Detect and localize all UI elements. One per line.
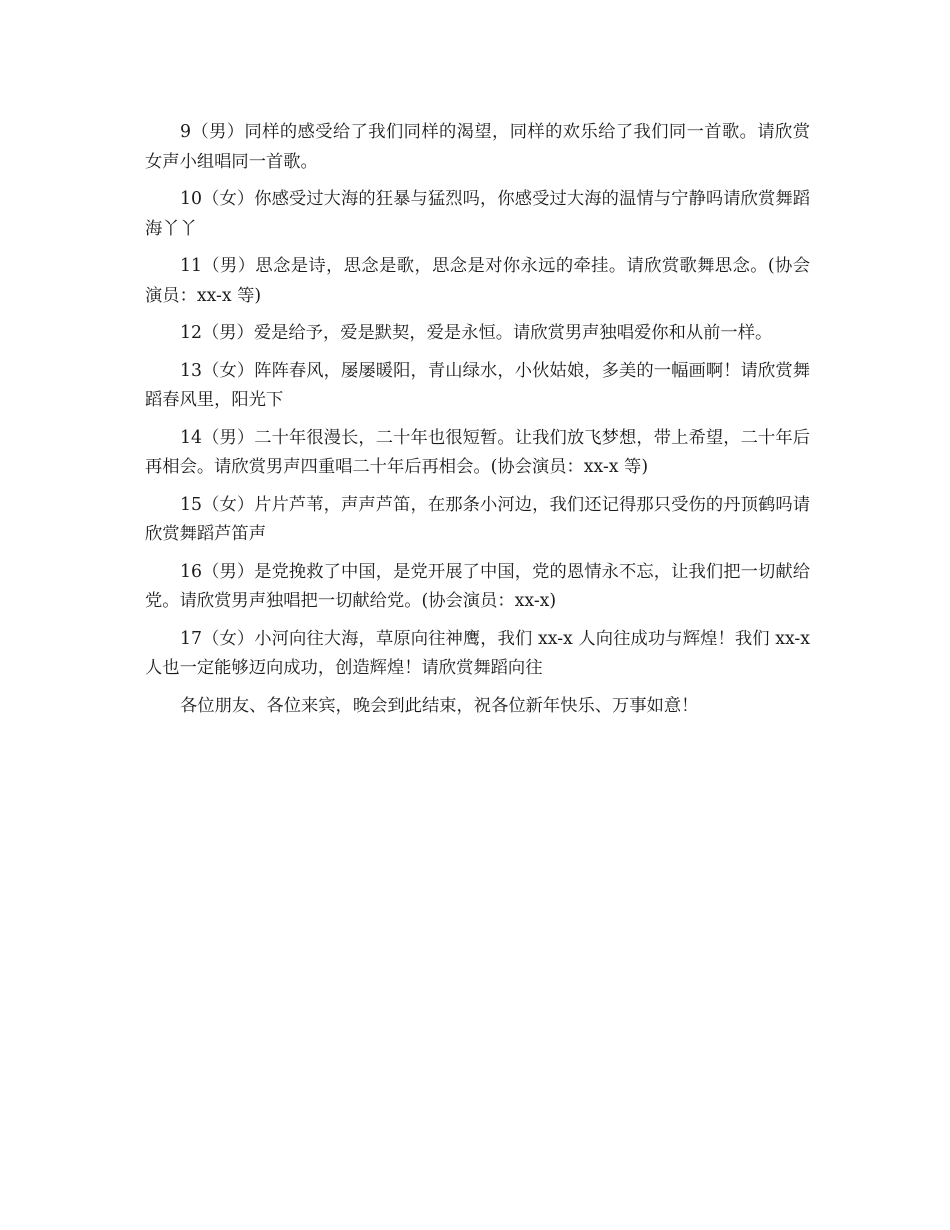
paragraph-11: 11（男）思念是诗，思念是歌，思念是对你永远的牵挂。请欣赏歌舞思念。(协会演员：xx-x 等) (145, 256, 810, 306)
closing-remarks: 各位朋友、各位来宾，晚会到此结束，祝各位新年快乐、万事如意！ (180, 695, 699, 716)
paragraph-17: 17（女）小河向往大海，草原向往神鹰，我们 xx-x 人向往成功与辉煌！我们 xx-x 人也一定能够迈向成功，创造辉煌！请欣赏舞蹈向往 (145, 628, 810, 678)
document-body (145, 118, 810, 729)
paragraph-14: 14（男）二十年很漫长，二十年也很短暂。让我们放飞梦想，带上希望，二十年后再相会。请欣赏男声四重唱二十年后再相会。(协会演员：xx-x 等) (145, 427, 810, 477)
paragraph-10: 10（女）你感受过大海的狂暴与猛烈吗，你感受过大海的温情与宁静吗请欣赏舞蹈海丫丫 (145, 189, 810, 239)
paragraph-16: 16（男）是党挽救了中国，是党开展了中国，党的恩情永不忘，让我们把一切献给党。请欣赏男声独唱把一切献给党。(协会演员：xx-x) (145, 561, 810, 611)
paragraph-15: 15（女）片片芦苇，声声芦笛，在那条小河边，我们还记得那只受伤的丹顶鹤吗请欣赏舞蹈芦笛声 (145, 494, 810, 544)
paragraph-12: 12（男）爱是给予，爱是默契，爱是永恒。请欣赏男声独唱爱你和从前一样。 (180, 323, 773, 343)
paragraph-13: 13（女）阵阵春风，屡屡暖阳，青山绿水，小伙姑娘，多美的一幅画啊！请欣赏舞蹈春风里，阳光下 (145, 360, 810, 410)
paragraph-9: 9（男）同样的感受给了我们同样的渴望，同样的欢乐给了我们同一首歌。请欣赏女声小组唱同一首歌。 (145, 122, 810, 172)
